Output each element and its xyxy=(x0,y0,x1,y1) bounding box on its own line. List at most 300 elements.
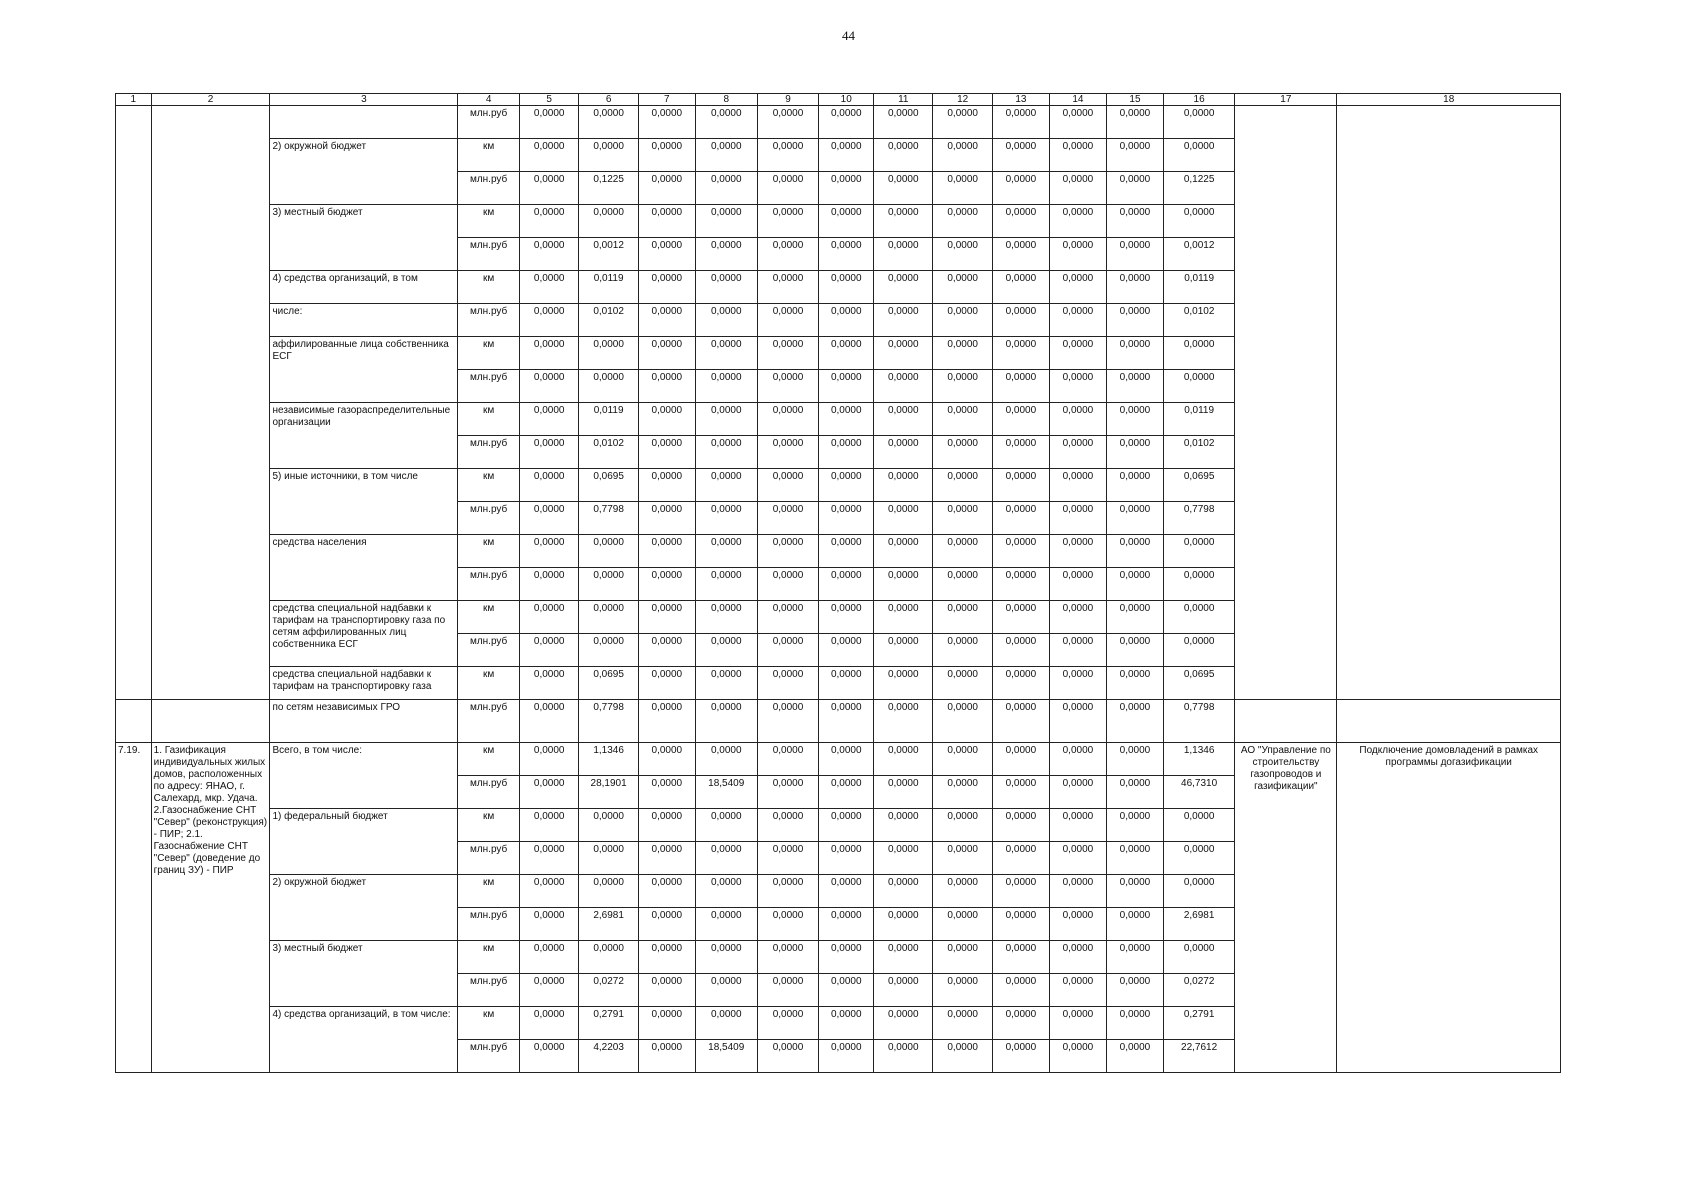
value-cell-col-9: 0,0000 xyxy=(757,304,819,337)
value-cell-col-7: 0,0000 xyxy=(638,172,695,205)
value-cell-col-11: 0,0000 xyxy=(874,842,933,875)
value-cell-col-10: 0,0000 xyxy=(819,568,874,601)
value-cell-col-7: 0,0000 xyxy=(638,634,695,667)
value-cell-col-14: 0,0000 xyxy=(1049,776,1106,809)
value-cell-col-15: 0,0000 xyxy=(1106,370,1163,403)
value-cell-col-6: 0,0272 xyxy=(579,974,638,1007)
value-cell-col-11: 0,0000 xyxy=(874,568,933,601)
value-cell-col-5: 0,0000 xyxy=(520,304,579,337)
value-cell-col-14: 0,0000 xyxy=(1049,337,1106,370)
value-cell-col-11: 0,0000 xyxy=(874,370,933,403)
value-cell-col-11: 0,0000 xyxy=(874,238,933,271)
value-cell-col-8: 0,0000 xyxy=(695,908,757,941)
value-cell-col-13: 0,0000 xyxy=(992,370,1049,403)
value-cell-col-12: 0,0000 xyxy=(933,337,992,370)
funding-source-label: числе: xyxy=(270,304,458,337)
purpose-note-cell: Подключение домовладений в рамках программы догазификации xyxy=(1337,743,1561,1073)
value-cell-col-9: 0,0000 xyxy=(757,700,819,743)
value-cell-col-9: 0,0000 xyxy=(757,535,819,568)
value-cell-col-6: 0,0000 xyxy=(579,568,638,601)
value-cell-col-6: 0,0102 xyxy=(579,436,638,469)
value-cell-col-12: 0,0000 xyxy=(933,502,992,535)
value-cell-col-5: 0,0000 xyxy=(520,1007,579,1040)
value-cell-col-9: 0,0000 xyxy=(757,238,819,271)
value-cell-col-16: 1,1346 xyxy=(1163,743,1234,776)
unit-cell: млн.руб xyxy=(458,238,520,271)
header-cell-16: 16 xyxy=(1163,94,1234,106)
value-cell-col-6: 0,0000 xyxy=(579,535,638,568)
value-cell-col-10: 0,0000 xyxy=(819,337,874,370)
value-cell-col-16: 0,0272 xyxy=(1163,974,1234,1007)
value-cell-col-15: 0,0000 xyxy=(1106,535,1163,568)
value-cell-col-12: 0,0000 xyxy=(933,304,992,337)
investment-program-table xyxy=(115,93,1561,1073)
value-cell-col-15: 0,0000 xyxy=(1106,700,1163,743)
value-cell-col-11: 0,0000 xyxy=(874,106,933,139)
header-cell-6: 6 xyxy=(579,94,638,106)
value-cell-col-14: 0,0000 xyxy=(1049,304,1106,337)
value-cell-col-8: 0,0000 xyxy=(695,304,757,337)
value-cell-col-10: 0,0000 xyxy=(819,974,874,1007)
value-cell-col-7: 0,0000 xyxy=(638,502,695,535)
funding-source-label: по сетям независимых ГРО xyxy=(270,700,458,743)
value-cell-col-9: 0,0000 xyxy=(757,875,819,908)
value-cell-col-8: 0,0000 xyxy=(695,403,757,436)
value-cell-col-7: 0,0000 xyxy=(638,271,695,304)
funding-source-label: 5) иные источники, в том числе xyxy=(270,469,458,535)
value-cell-col-12: 0,0000 xyxy=(933,370,992,403)
value-cell-col-15: 0,0000 xyxy=(1106,403,1163,436)
value-cell-col-8: 0,0000 xyxy=(695,1007,757,1040)
unit-cell: км xyxy=(458,337,520,370)
value-cell-col-9: 0,0000 xyxy=(757,106,819,139)
value-cell-col-7: 0,0000 xyxy=(638,403,695,436)
value-cell-col-7: 0,0000 xyxy=(638,941,695,974)
value-cell-col-9: 0,0000 xyxy=(757,842,819,875)
value-cell-col-11: 0,0000 xyxy=(874,172,933,205)
value-cell-col-16: 0,0000 xyxy=(1163,535,1234,568)
funding-source-label: аффилированные лица собственника ЕСГ xyxy=(270,337,458,403)
unit-cell: млн.руб xyxy=(458,908,520,941)
unit-cell: млн.руб xyxy=(458,370,520,403)
value-cell-col-11: 0,0000 xyxy=(874,535,933,568)
unit-cell: км xyxy=(458,403,520,436)
unit-cell: млн.руб xyxy=(458,842,520,875)
value-cell-col-14: 0,0000 xyxy=(1049,271,1106,304)
value-cell-col-16: 0,0000 xyxy=(1163,205,1234,238)
value-cell-col-12: 0,0000 xyxy=(933,743,992,776)
value-cell-col-16: 0,0119 xyxy=(1163,271,1234,304)
value-cell-col-10: 0,0000 xyxy=(819,502,874,535)
continued-note-cell xyxy=(1337,106,1561,700)
value-cell-col-15: 0,0000 xyxy=(1106,842,1163,875)
value-cell-col-7: 0,0000 xyxy=(638,139,695,172)
value-cell-col-16: 0,0000 xyxy=(1163,568,1234,601)
value-cell-col-15: 0,0000 xyxy=(1106,776,1163,809)
header-cell-18: 18 xyxy=(1337,94,1561,106)
unit-cell: млн.руб xyxy=(458,974,520,1007)
value-cell-col-10: 0,0000 xyxy=(819,667,874,700)
value-cell-col-14: 0,0000 xyxy=(1049,743,1106,776)
value-cell-col-14: 0,0000 xyxy=(1049,436,1106,469)
value-cell-col-7: 0,0000 xyxy=(638,974,695,1007)
value-cell-col-11: 0,0000 xyxy=(874,502,933,535)
value-cell-col-7: 0,0000 xyxy=(638,370,695,403)
continued-org-cell xyxy=(1235,106,1337,700)
value-cell-col-12: 0,0000 xyxy=(933,568,992,601)
value-cell-col-7: 0,0000 xyxy=(638,1007,695,1040)
value-cell-col-15: 0,0000 xyxy=(1106,271,1163,304)
value-cell-col-15: 0,0000 xyxy=(1106,106,1163,139)
value-cell-col-6: 0,0000 xyxy=(579,875,638,908)
value-cell-col-14: 0,0000 xyxy=(1049,1007,1106,1040)
value-cell-col-12: 0,0000 xyxy=(933,776,992,809)
value-cell-col-12: 0,0000 xyxy=(933,974,992,1007)
responsible-organization-cell: АО "Управление по строительству газопроводов и газификации" xyxy=(1235,743,1337,1073)
unit-cell: км xyxy=(458,469,520,502)
value-cell-col-6: 0,0119 xyxy=(579,403,638,436)
header-cell-9: 9 xyxy=(757,94,819,106)
value-cell-col-10: 0,0000 xyxy=(819,700,874,743)
unit-cell: км xyxy=(458,667,520,700)
value-cell-col-11: 0,0000 xyxy=(874,1040,933,1073)
value-cell-col-15: 0,0000 xyxy=(1106,1040,1163,1073)
header-cell-11: 11 xyxy=(874,94,933,106)
value-cell-col-12: 0,0000 xyxy=(933,271,992,304)
unit-cell: км xyxy=(458,941,520,974)
unit-cell: млн.руб xyxy=(458,776,520,809)
value-cell-col-12: 0,0000 xyxy=(933,403,992,436)
value-cell-col-8: 0,0000 xyxy=(695,875,757,908)
header-cell-4: 4 xyxy=(458,94,520,106)
value-cell-col-6: 0,7798 xyxy=(579,502,638,535)
value-cell-col-11: 0,0000 xyxy=(874,1007,933,1040)
unit-cell: км xyxy=(458,535,520,568)
value-cell-col-10: 0,0000 xyxy=(819,634,874,667)
value-cell-col-16: 2,6981 xyxy=(1163,908,1234,941)
value-cell-col-11: 0,0000 xyxy=(874,700,933,743)
value-cell-col-9: 0,0000 xyxy=(757,667,819,700)
value-cell-col-5: 0,0000 xyxy=(520,172,579,205)
value-cell-col-12: 0,0000 xyxy=(933,535,992,568)
value-cell-col-12: 0,0000 xyxy=(933,809,992,842)
table-row xyxy=(116,106,1561,139)
value-cell-col-5: 0,0000 xyxy=(520,875,579,908)
value-cell-col-14: 0,0000 xyxy=(1049,667,1106,700)
value-cell-col-11: 0,0000 xyxy=(874,271,933,304)
value-cell-col-5: 0,0000 xyxy=(520,271,579,304)
unit-cell: км xyxy=(458,205,520,238)
value-cell-col-6: 0,7798 xyxy=(579,700,638,743)
value-cell-col-12: 0,0000 xyxy=(933,172,992,205)
value-cell-col-7: 0,0000 xyxy=(638,908,695,941)
value-cell-col-8: 0,0000 xyxy=(695,941,757,974)
value-cell-col-10: 0,0000 xyxy=(819,842,874,875)
unit-cell: млн.руб xyxy=(458,1040,520,1073)
unit-cell: км xyxy=(458,743,520,776)
value-cell-col-15: 0,0000 xyxy=(1106,634,1163,667)
header-cell-2: 2 xyxy=(151,94,270,106)
value-cell-col-9: 0,0000 xyxy=(757,1040,819,1073)
value-cell-col-6: 0,0000 xyxy=(579,370,638,403)
value-cell-col-11: 0,0000 xyxy=(874,743,933,776)
value-cell-col-5: 0,0000 xyxy=(520,139,579,172)
value-cell-col-12: 0,0000 xyxy=(933,941,992,974)
value-cell-col-5: 0,0000 xyxy=(520,700,579,743)
value-cell-col-9: 0,0000 xyxy=(757,601,819,634)
value-cell-col-11: 0,0000 xyxy=(874,304,933,337)
value-cell-col-8: 0,0000 xyxy=(695,842,757,875)
value-cell-col-9: 0,0000 xyxy=(757,743,819,776)
value-cell-col-9: 0,0000 xyxy=(757,139,819,172)
value-cell-col-6: 0,0000 xyxy=(579,205,638,238)
value-cell-col-15: 0,0000 xyxy=(1106,743,1163,776)
value-cell-col-13: 0,0000 xyxy=(992,875,1049,908)
value-cell-col-13: 0,0000 xyxy=(992,535,1049,568)
value-cell-col-7: 0,0000 xyxy=(638,106,695,139)
value-cell-col-10: 0,0000 xyxy=(819,908,874,941)
value-cell-col-16: 0,0102 xyxy=(1163,304,1234,337)
value-cell-col-16: 0,0000 xyxy=(1163,842,1234,875)
value-cell-col-11: 0,0000 xyxy=(874,139,933,172)
continued-number-cell xyxy=(116,106,152,700)
value-cell-col-8: 0,0000 xyxy=(695,700,757,743)
value-cell-col-8: 0,0000 xyxy=(695,238,757,271)
value-cell-col-10: 0,0000 xyxy=(819,370,874,403)
value-cell-col-13: 0,0000 xyxy=(992,337,1049,370)
value-cell-col-15: 0,0000 xyxy=(1106,601,1163,634)
value-cell-col-13: 0,0000 xyxy=(992,304,1049,337)
value-cell-col-7: 0,0000 xyxy=(638,436,695,469)
header-cell-1: 1 xyxy=(116,94,152,106)
value-cell-col-12: 0,0000 xyxy=(933,842,992,875)
continued-name-cell xyxy=(151,106,270,700)
value-cell-col-6: 0,0000 xyxy=(579,809,638,842)
value-cell-col-15: 0,0000 xyxy=(1106,908,1163,941)
value-cell-col-5: 0,0000 xyxy=(520,469,579,502)
value-cell-col-11: 0,0000 xyxy=(874,974,933,1007)
value-cell-col-11: 0,0000 xyxy=(874,436,933,469)
header-cell-7: 7 xyxy=(638,94,695,106)
value-cell-col-5: 0,0000 xyxy=(520,601,579,634)
value-cell-col-16: 46,7310 xyxy=(1163,776,1234,809)
value-cell-col-15: 0,0000 xyxy=(1106,139,1163,172)
value-cell-col-8: 0,0000 xyxy=(695,337,757,370)
value-cell-col-7: 0,0000 xyxy=(638,743,695,776)
value-cell-col-8: 18,5409 xyxy=(695,1040,757,1073)
value-cell-col-11: 0,0000 xyxy=(874,875,933,908)
header-cell-3: 3 xyxy=(270,94,458,106)
value-cell-col-14: 0,0000 xyxy=(1049,908,1106,941)
unit-cell: км xyxy=(458,1007,520,1040)
unit-cell: млн.руб xyxy=(458,568,520,601)
value-cell-col-8: 0,0000 xyxy=(695,743,757,776)
value-cell-col-13: 0,0000 xyxy=(992,568,1049,601)
value-cell-col-7: 0,0000 xyxy=(638,238,695,271)
value-cell-col-14: 0,0000 xyxy=(1049,842,1106,875)
value-cell-col-13: 0,0000 xyxy=(992,403,1049,436)
header-cell-17: 17 xyxy=(1235,94,1337,106)
value-cell-col-7: 0,0000 xyxy=(638,469,695,502)
value-cell-col-10: 0,0000 xyxy=(819,106,874,139)
value-cell-col-15: 0,0000 xyxy=(1106,469,1163,502)
unit-cell: млн.руб xyxy=(458,700,520,743)
value-cell-col-6: 0,0000 xyxy=(579,941,638,974)
value-cell-col-16: 0,0000 xyxy=(1163,875,1234,908)
value-cell-col-16: 0,1225 xyxy=(1163,172,1234,205)
value-cell-col-13: 0,0000 xyxy=(992,941,1049,974)
value-cell-col-13: 0,0000 xyxy=(992,205,1049,238)
value-cell-col-8: 0,0000 xyxy=(695,139,757,172)
value-cell-col-14: 0,0000 xyxy=(1049,502,1106,535)
value-cell-col-15: 0,0000 xyxy=(1106,941,1163,974)
value-cell-col-8: 0,0000 xyxy=(695,634,757,667)
unit-cell: км xyxy=(458,601,520,634)
value-cell-col-16: 0,0000 xyxy=(1163,337,1234,370)
value-cell-col-9: 0,0000 xyxy=(757,908,819,941)
value-cell-col-11: 0,0000 xyxy=(874,908,933,941)
value-cell-col-9: 0,0000 xyxy=(757,809,819,842)
value-cell-col-13: 0,0000 xyxy=(992,436,1049,469)
value-cell-col-9: 0,0000 xyxy=(757,502,819,535)
value-cell-col-16: 0,0012 xyxy=(1163,238,1234,271)
value-cell-col-11: 0,0000 xyxy=(874,469,933,502)
funding-source-label xyxy=(270,106,458,139)
value-cell-col-5: 0,0000 xyxy=(520,337,579,370)
unit-cell: км xyxy=(458,875,520,908)
funding-source-label: 3) местный бюджет xyxy=(270,941,458,1007)
unit-cell: км xyxy=(458,809,520,842)
value-cell-col-13: 0,0000 xyxy=(992,776,1049,809)
value-cell-col-5: 0,0000 xyxy=(520,535,579,568)
value-cell-col-6: 0,0000 xyxy=(579,842,638,875)
value-cell-col-6: 0,0695 xyxy=(579,667,638,700)
value-cell-col-10: 0,0000 xyxy=(819,304,874,337)
value-cell-col-8: 0,0000 xyxy=(695,667,757,700)
value-cell-col-8: 0,0000 xyxy=(695,469,757,502)
value-cell-col-14: 0,0000 xyxy=(1049,568,1106,601)
unit-cell: млн.руб xyxy=(458,436,520,469)
value-cell-col-10: 0,0000 xyxy=(819,535,874,568)
value-cell-col-10: 0,0000 xyxy=(819,601,874,634)
value-cell-col-10: 0,0000 xyxy=(819,776,874,809)
value-cell-col-11: 0,0000 xyxy=(874,667,933,700)
value-cell-col-5: 0,0000 xyxy=(520,502,579,535)
value-cell-col-11: 0,0000 xyxy=(874,941,933,974)
value-cell-col-13: 0,0000 xyxy=(992,106,1049,139)
value-cell-col-14: 0,0000 xyxy=(1049,601,1106,634)
value-cell-col-5: 0,0000 xyxy=(520,941,579,974)
value-cell-col-14: 0,0000 xyxy=(1049,941,1106,974)
value-cell-col-6: 0,0000 xyxy=(579,139,638,172)
value-cell-col-9: 0,0000 xyxy=(757,974,819,1007)
value-cell-col-11: 0,0000 xyxy=(874,403,933,436)
value-cell-col-5: 0,0000 xyxy=(520,667,579,700)
value-cell-col-6: 0,0119 xyxy=(579,271,638,304)
value-cell-col-5: 0,0000 xyxy=(520,205,579,238)
value-cell-col-16: 0,0000 xyxy=(1163,139,1234,172)
value-cell-col-12: 0,0000 xyxy=(933,1040,992,1073)
value-cell-col-10: 0,0000 xyxy=(819,139,874,172)
value-cell-col-13: 0,0000 xyxy=(992,271,1049,304)
value-cell-col-14: 0,0000 xyxy=(1049,974,1106,1007)
value-cell-col-6: 0,0000 xyxy=(579,634,638,667)
value-cell-col-15: 0,0000 xyxy=(1106,809,1163,842)
value-cell-col-6: 4,2203 xyxy=(579,1040,638,1073)
value-cell-col-16: 0,0000 xyxy=(1163,370,1234,403)
value-cell-col-6: 0,0000 xyxy=(579,106,638,139)
value-cell-col-10: 0,0000 xyxy=(819,172,874,205)
value-cell-col-5: 0,0000 xyxy=(520,436,579,469)
value-cell-col-6: 2,6981 xyxy=(579,908,638,941)
empty-number-cell xyxy=(116,700,152,743)
header-cell-15: 15 xyxy=(1106,94,1163,106)
value-cell-col-10: 0,0000 xyxy=(819,1040,874,1073)
value-cell-col-7: 0,0000 xyxy=(638,842,695,875)
funding-source-label: 2) окружной бюджет xyxy=(270,875,458,941)
value-cell-col-8: 0,0000 xyxy=(695,370,757,403)
value-cell-col-16: 0,7798 xyxy=(1163,700,1234,743)
value-cell-col-5: 0,0000 xyxy=(520,106,579,139)
value-cell-col-12: 0,0000 xyxy=(933,469,992,502)
value-cell-col-7: 0,0000 xyxy=(638,776,695,809)
value-cell-col-9: 0,0000 xyxy=(757,1007,819,1040)
value-cell-col-15: 0,0000 xyxy=(1106,875,1163,908)
page-number: 44 xyxy=(842,28,855,43)
value-cell-col-11: 0,0000 xyxy=(874,601,933,634)
value-cell-col-14: 0,0000 xyxy=(1049,139,1106,172)
value-cell-col-8: 18,5409 xyxy=(695,776,757,809)
value-cell-col-16: 0,0000 xyxy=(1163,106,1234,139)
value-cell-col-12: 0,0000 xyxy=(933,634,992,667)
value-cell-col-6: 0,2791 xyxy=(579,1007,638,1040)
value-cell-col-13: 0,0000 xyxy=(992,842,1049,875)
value-cell-col-5: 0,0000 xyxy=(520,634,579,667)
value-cell-col-16: 0,0000 xyxy=(1163,941,1234,974)
value-cell-col-5: 0,0000 xyxy=(520,743,579,776)
value-cell-col-8: 0,0000 xyxy=(695,205,757,238)
value-cell-col-8: 0,0000 xyxy=(695,535,757,568)
value-cell-col-5: 0,0000 xyxy=(520,776,579,809)
value-cell-col-12: 0,0000 xyxy=(933,601,992,634)
header-cell-10: 10 xyxy=(819,94,874,106)
value-cell-col-8: 0,0000 xyxy=(695,436,757,469)
value-cell-col-9: 0,0000 xyxy=(757,172,819,205)
value-cell-col-11: 0,0000 xyxy=(874,776,933,809)
value-cell-col-15: 0,0000 xyxy=(1106,667,1163,700)
value-cell-col-6: 0,0000 xyxy=(579,601,638,634)
value-cell-col-10: 0,0000 xyxy=(819,271,874,304)
value-cell-col-6: 0,0695 xyxy=(579,469,638,502)
value-cell-col-10: 0,0000 xyxy=(819,941,874,974)
value-cell-col-14: 0,0000 xyxy=(1049,403,1106,436)
header-cell-14: 14 xyxy=(1049,94,1106,106)
value-cell-col-9: 0,0000 xyxy=(757,271,819,304)
value-cell-col-11: 0,0000 xyxy=(874,205,933,238)
funding-source-label: 2) окружной бюджет xyxy=(270,139,458,205)
value-cell-col-11: 0,0000 xyxy=(874,809,933,842)
value-cell-col-7: 0,0000 xyxy=(638,809,695,842)
value-cell-col-9: 0,0000 xyxy=(757,568,819,601)
value-cell-col-16: 0,2791 xyxy=(1163,1007,1234,1040)
unit-cell: млн.руб xyxy=(458,304,520,337)
value-cell-col-13: 0,0000 xyxy=(992,139,1049,172)
value-cell-col-16: 0,0000 xyxy=(1163,634,1234,667)
value-cell-col-14: 0,0000 xyxy=(1049,535,1106,568)
value-cell-col-7: 0,0000 xyxy=(638,875,695,908)
value-cell-col-13: 0,0000 xyxy=(992,667,1049,700)
value-cell-col-14: 0,0000 xyxy=(1049,370,1106,403)
